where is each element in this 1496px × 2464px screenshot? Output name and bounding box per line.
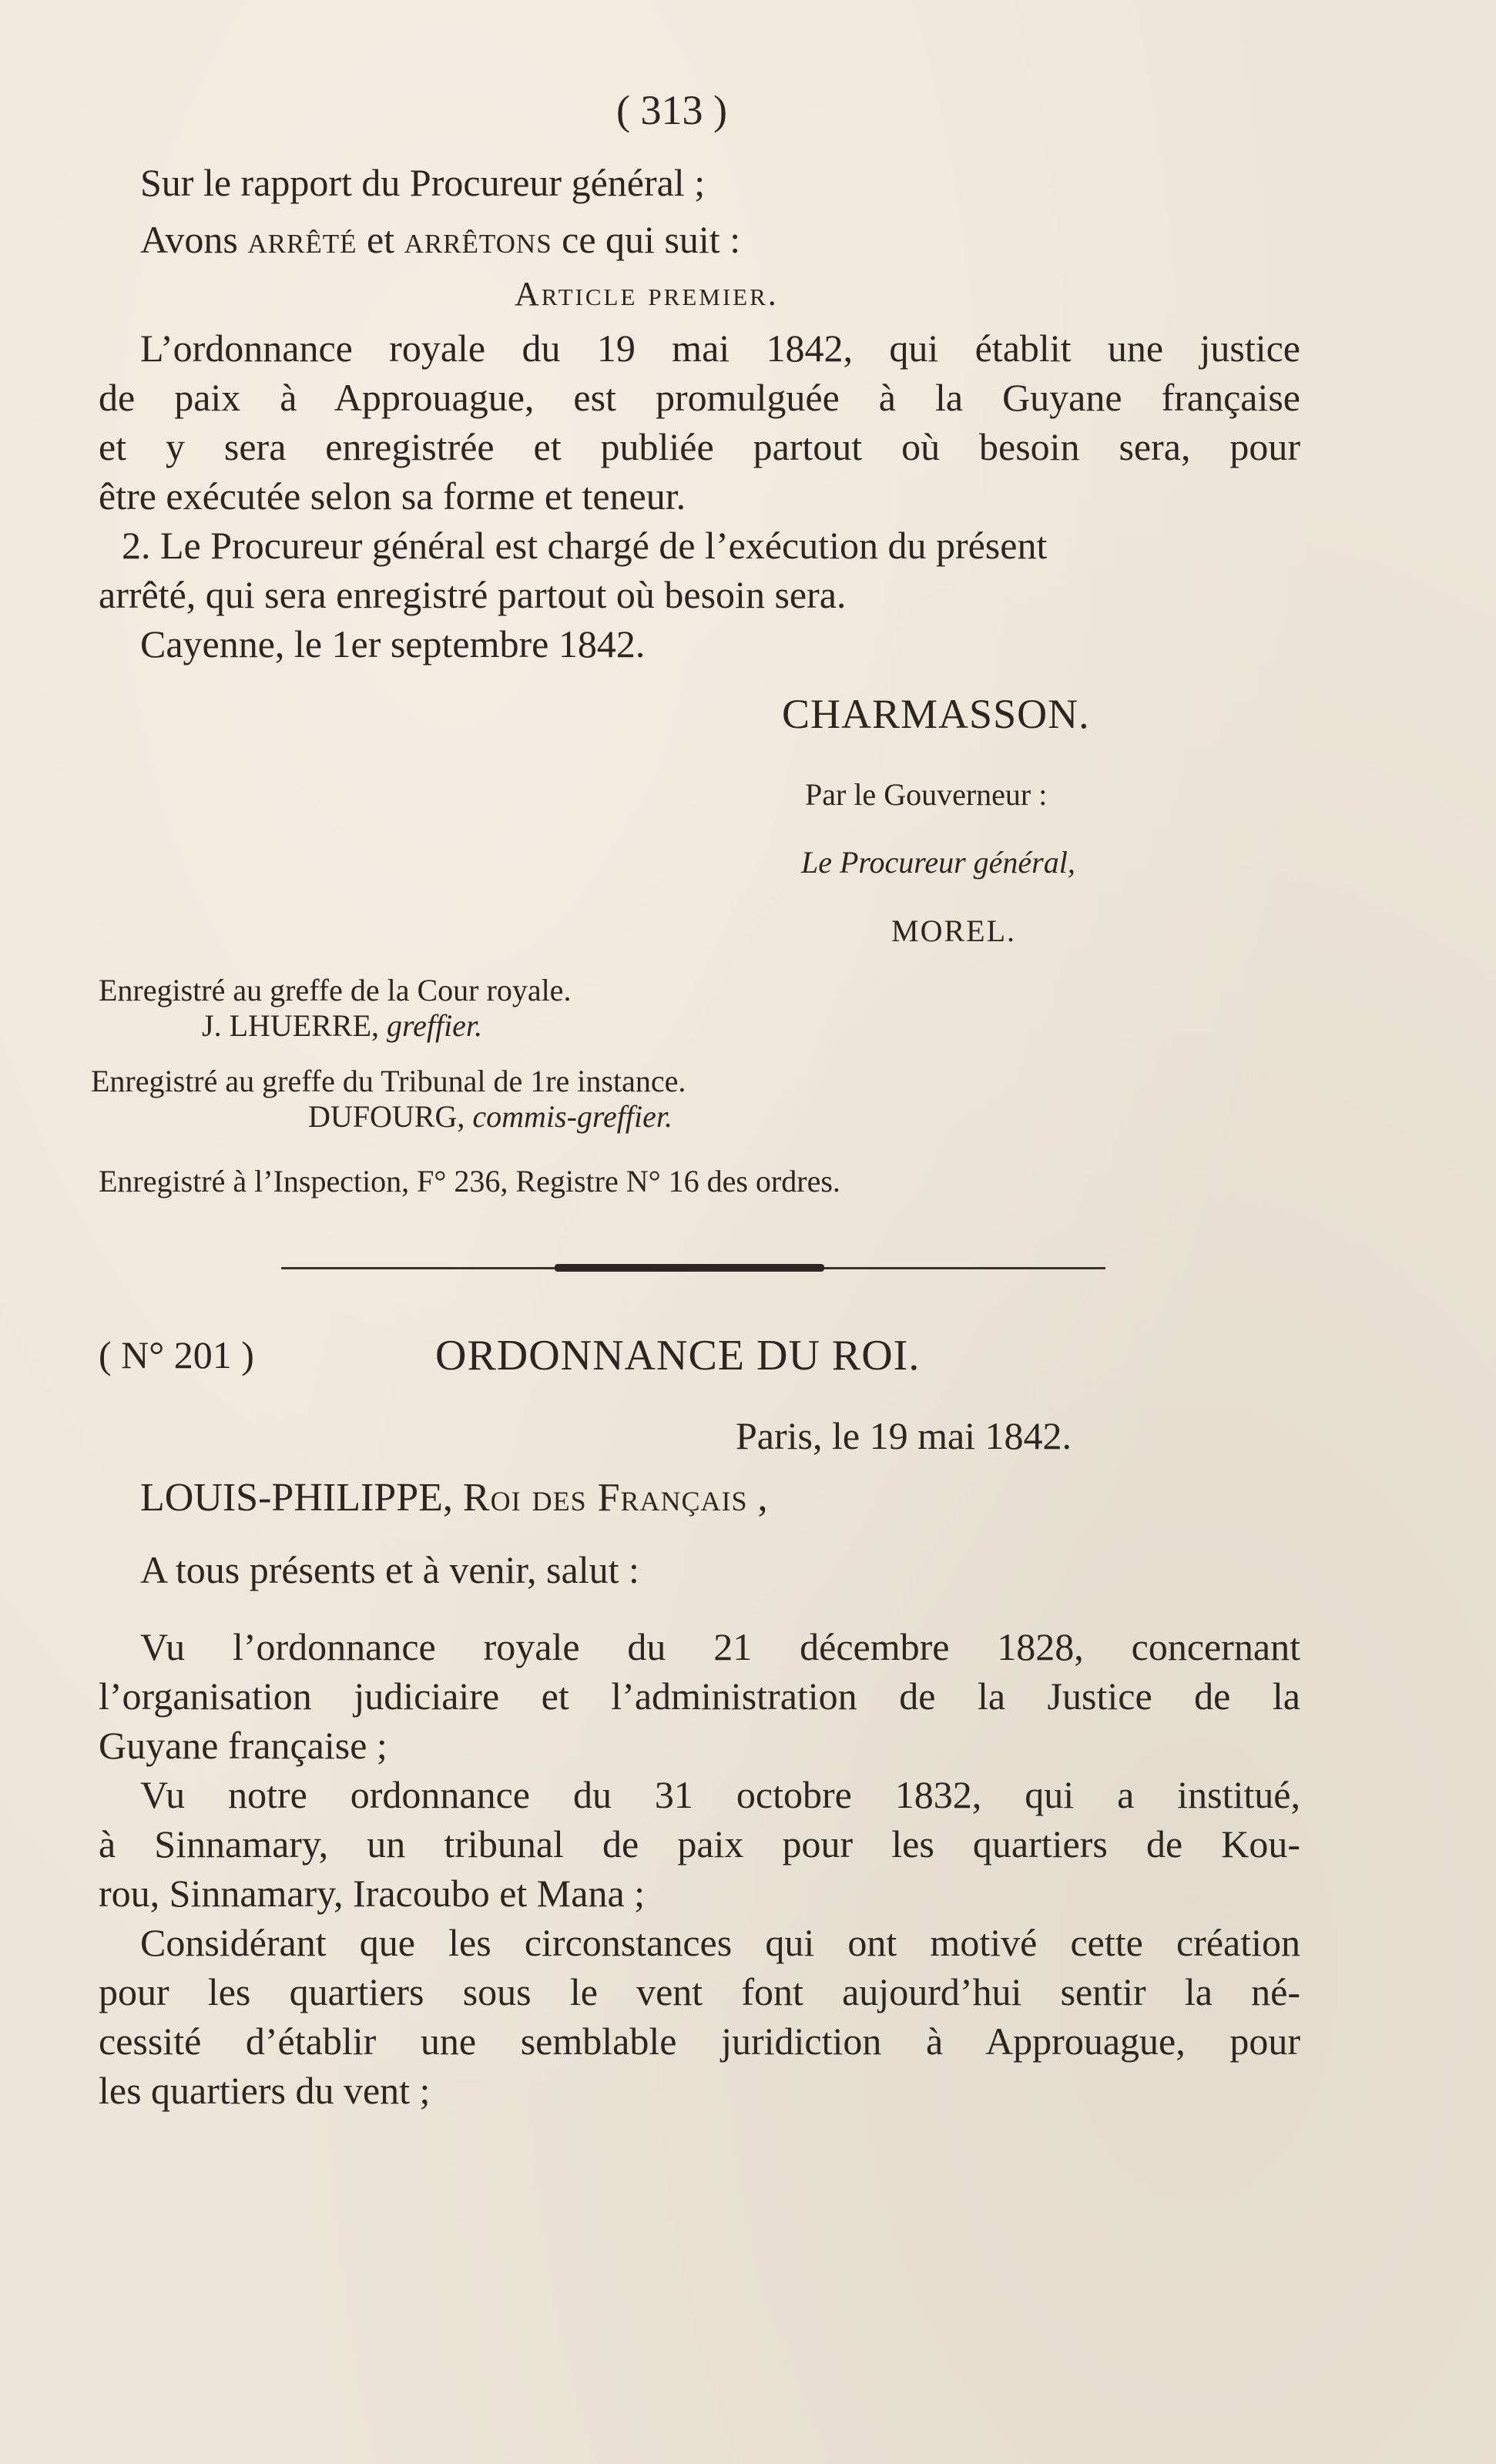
signature-charmasson: CHARMASSON.	[782, 691, 1090, 737]
article1-line: L’ordonnance royale du 19 mai 1842, qui établit une justice	[140, 327, 1300, 370]
vu2-line: Vu notre ordonnance du 31 octobre 1832, qui a institué,	[140, 1773, 1300, 1816]
considerant-line: pour les quartiers sous le vent font aujourd’hui sentir la né-	[99, 1970, 1300, 2013]
decree-line-e: ce qui suit :	[552, 218, 741, 261]
article2-line: 2. Le Procureur général est chargé de l’exécution du présent	[122, 524, 1048, 567]
vu1-line: l’organisation judiciaire et l’administration de la Justice de la	[99, 1675, 1300, 1718]
lhuerre-name: J. LHUERRE,	[202, 1008, 387, 1043]
registration-tribunal-signatory	[308, 1098, 673, 1135]
king-name: LOUIS-PHILIPPE,	[140, 1476, 463, 1520]
article-title: Article premier.	[515, 275, 779, 313]
by-governor: Par le Gouverneur :	[805, 777, 1048, 812]
decree-line-d: arrêtons	[404, 218, 552, 261]
vu2-line: à Sinnamary, un tribunal de paix pour les quartiers de Kou-	[99, 1822, 1300, 1866]
dufourg-name: DUFOURG,	[308, 1099, 473, 1134]
decree-line-a: Avons	[140, 218, 248, 261]
vu2-line: rou, Sinnamary, Iracoubo et Mana ;	[99, 1872, 646, 1915]
dufourg-role: commis-greffier.	[472, 1099, 673, 1134]
king-end: ,	[747, 1476, 768, 1520]
king-title: Roi des Français	[462, 1476, 748, 1520]
registration-court-signatory	[202, 1007, 482, 1044]
decree-line-c: et	[357, 218, 404, 261]
date-line: Cayenne, le 1er septembre 1842.	[140, 622, 646, 665]
article2-line: arrêté, qui sera enregistré partout où besoin sera.	[99, 573, 847, 616]
article1-line: de paix à Approuague, est promulguée à la Guyane française	[99, 376, 1300, 419]
considerant-line: cessité d’établir une semblable juridiction à Approuague, pour	[99, 2020, 1300, 2063]
ordinance-number: ( N° 201 )	[99, 1333, 254, 1376]
procureur-name: MOREL.	[891, 914, 1016, 948]
ordinance-date-line: Paris, le 19 mai 1842.	[736, 1414, 1072, 1457]
separator-ornament	[555, 1264, 824, 1272]
registration-court: Enregistré au greffe de la Cour royale.	[99, 973, 572, 1007]
report-line: Sur le rapport du Procureur général ;	[140, 161, 706, 204]
decree-line	[140, 215, 740, 264]
registration-tribunal: Enregistré au greffe du Tribunal de 1re instance.	[91, 1064, 686, 1098]
ordinance-title: ORDONNANCE DU ROI.	[435, 1332, 921, 1380]
page-number: ( 313 )	[616, 87, 727, 133]
king-line	[140, 1475, 768, 1520]
article1-line: et y sera enregistrée et publiée partout où besoin sera, pour	[99, 425, 1300, 468]
lhuerre-role: greffier.	[387, 1008, 483, 1043]
considerant-line: les quartiers du vent ;	[99, 2069, 431, 2112]
article1-line: être exécutée selon sa forme et teneur.	[99, 474, 686, 518]
decree-line-b: arrêté	[247, 218, 357, 261]
procureur-title: Le Procureur général,	[801, 845, 1075, 880]
registration-inspection: Enregistré à l’Inspection, F° 236, Registre N° 16 des ordres.	[99, 1164, 840, 1198]
vu1-line: Vu l’ordonnance royale du 21 décembre 1828, concernant	[140, 1625, 1300, 1668]
vu1-line: Guyane française ;	[99, 1724, 387, 1767]
considerant-line: Considérant que les circonstances qui ont motivé cette création	[140, 1921, 1300, 1964]
salute-line: A tous présents et à venir, salut :	[140, 1548, 639, 1591]
